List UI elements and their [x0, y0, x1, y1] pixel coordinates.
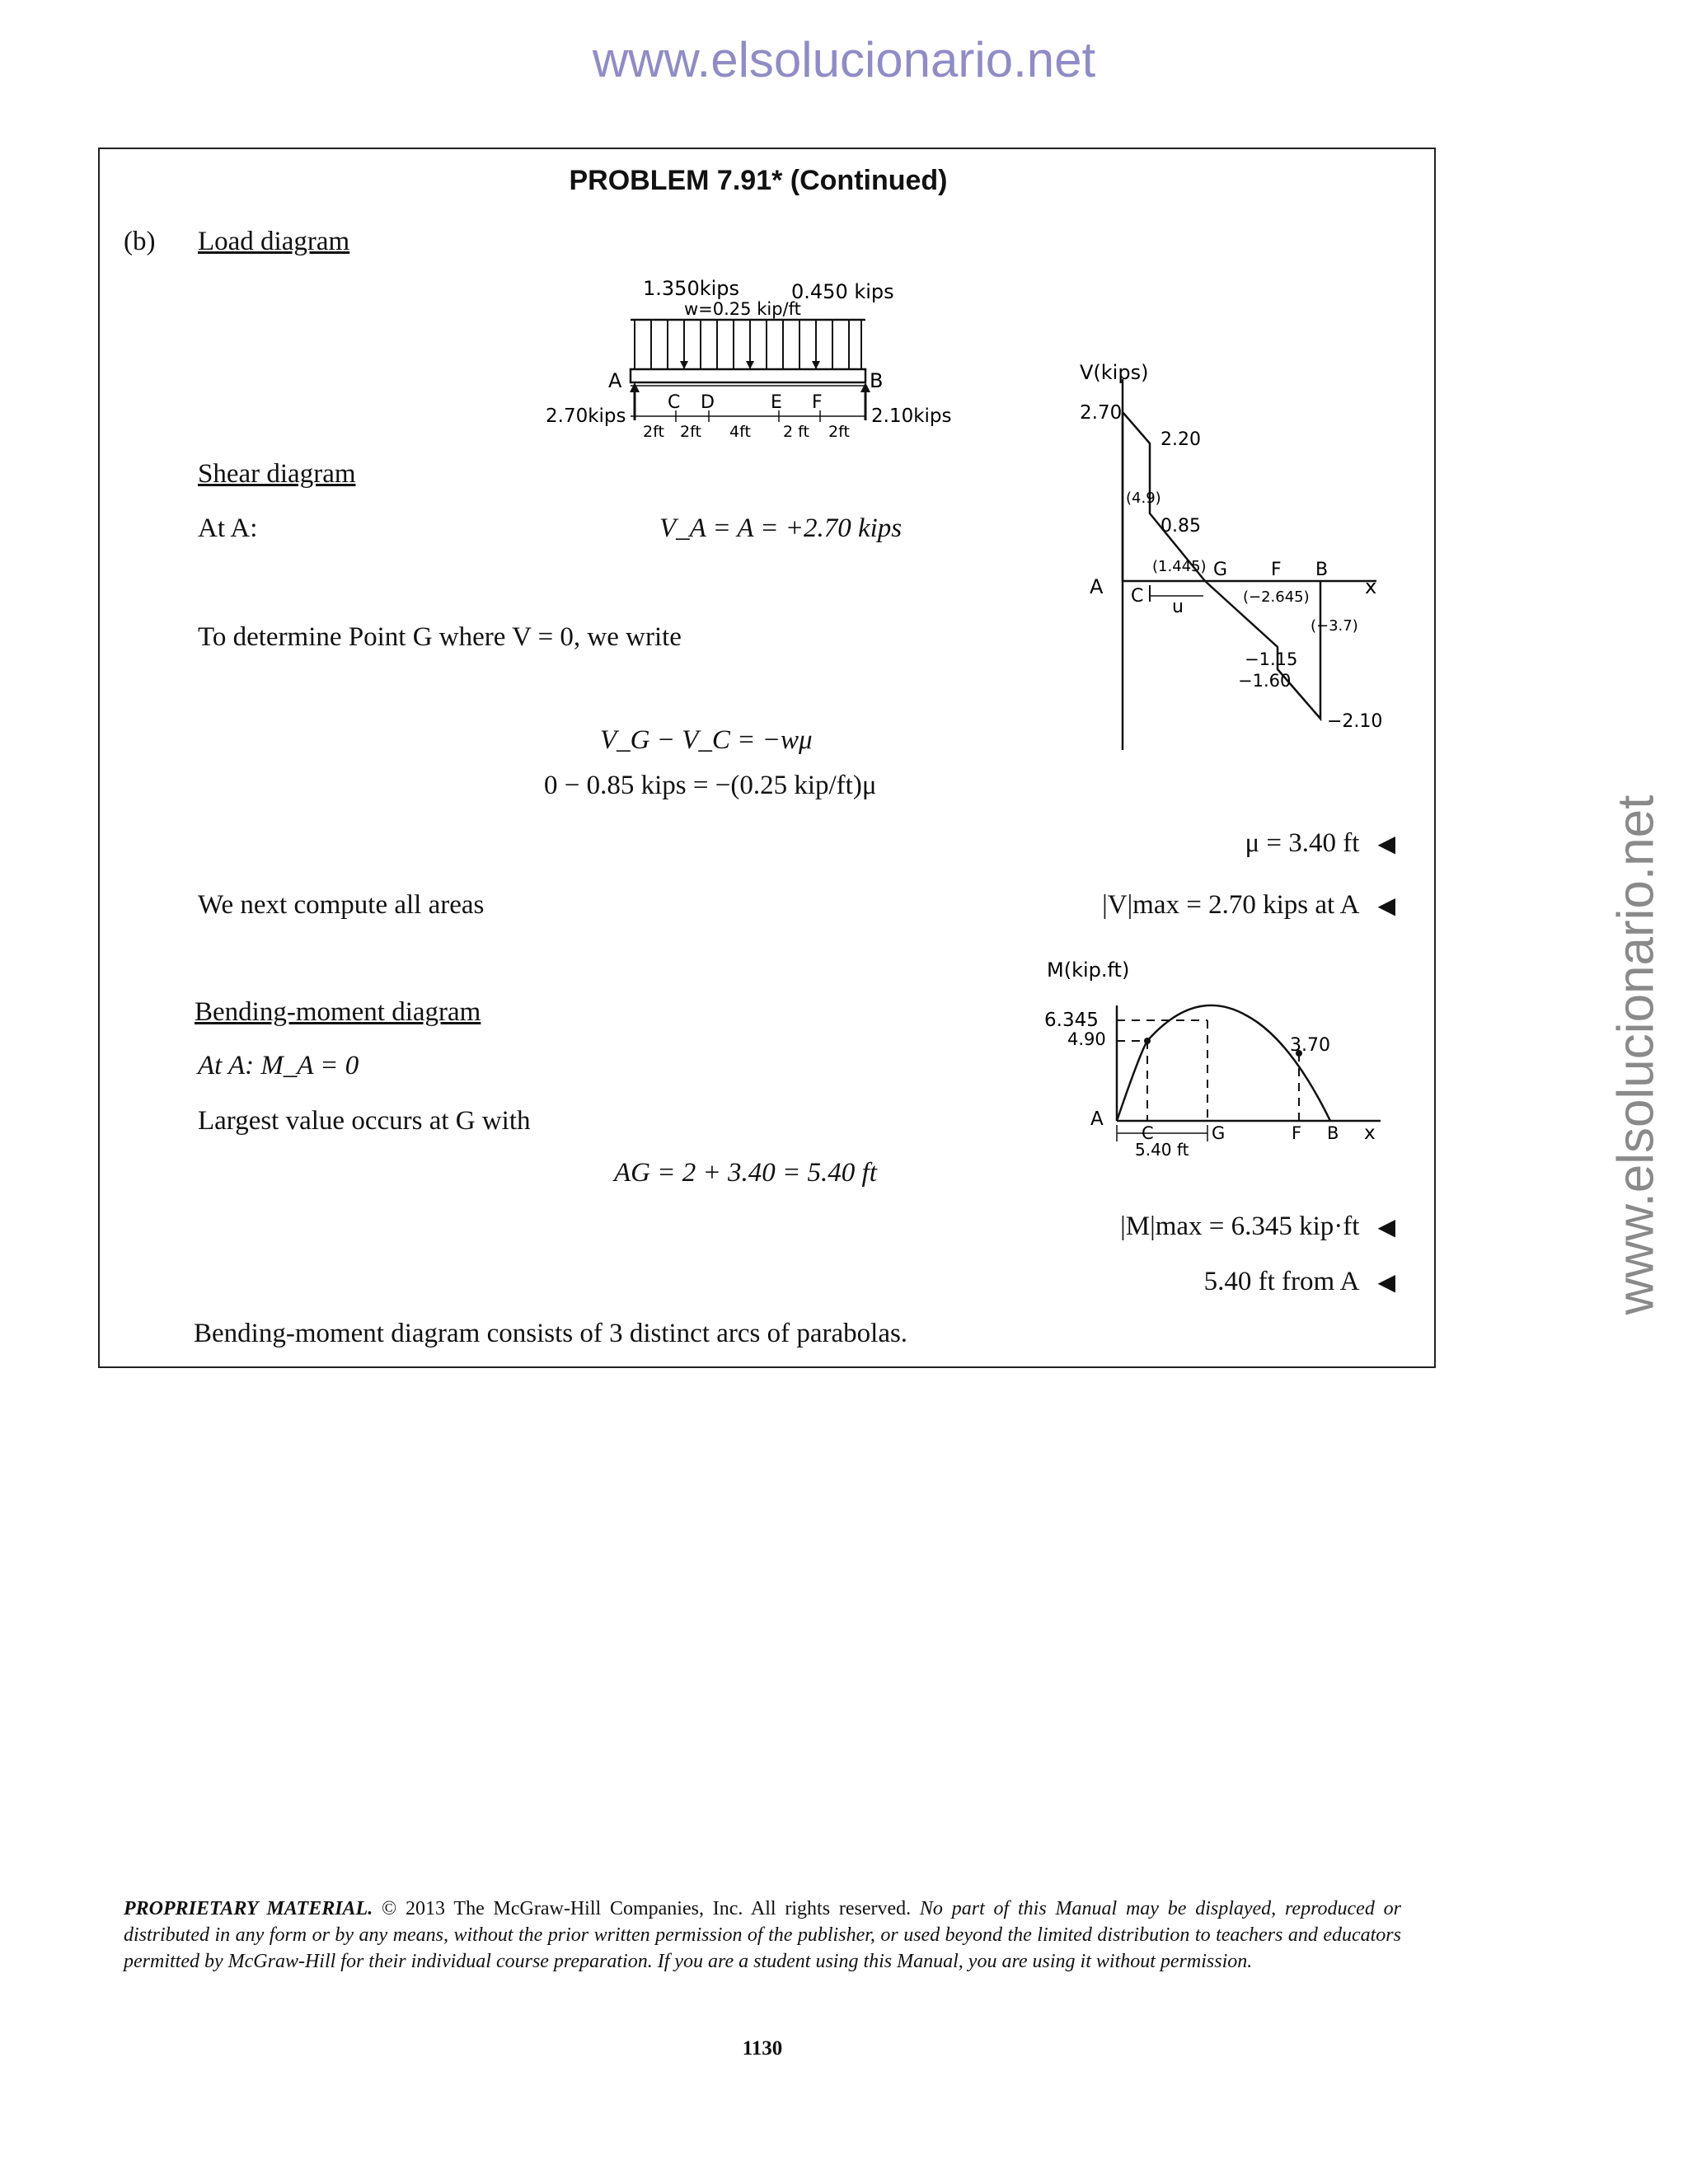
moment-axis-label: M(kip.ft)	[1047, 958, 1130, 982]
shear-diagram	[1080, 363, 1409, 758]
shear-area-2: (1.445)	[1152, 558, 1207, 575]
shear-point-f: F	[1271, 560, 1282, 580]
shear-area-4: (−3.7)	[1311, 617, 1358, 635]
result-marker-icon: ◀	[1377, 1270, 1395, 1296]
shear-area-1: (4.9)	[1126, 490, 1161, 507]
shear-axis-label: V(kips)	[1080, 363, 1149, 384]
equation-1: V_G − V_C = −wμ	[600, 725, 813, 755]
shear-value-2-20: 2.20	[1160, 429, 1201, 450]
mmax-result	[1120, 1212, 1395, 1242]
moment-distance-label: 5.40 ft	[1135, 1140, 1189, 1160]
dim-label-2: 2ft	[680, 423, 701, 441]
page-number: 1130	[742, 2037, 783, 2060]
vmax-result-text: |V|max = 2.70 kips at A	[1102, 890, 1360, 920]
at-a-label: At A:	[198, 513, 258, 543]
watermark-side: www.elsolucionario.net	[1607, 794, 1665, 1315]
moment-value-4-90: 4.90	[1067, 1029, 1106, 1049]
load-diagram	[544, 272, 973, 445]
dim-label-1: 2ft	[643, 423, 664, 441]
shear-point-c: C	[1131, 586, 1144, 607]
dim-label-3: 4ft	[729, 423, 751, 441]
problem-title: PROBLEM 7.91* (Continued)	[569, 165, 948, 196]
load-point-f: F	[812, 392, 823, 413]
moment-value-6-345: 6.345	[1044, 1010, 1099, 1031]
result-marker-icon: ◀	[1377, 832, 1395, 857]
reaction-b-label: 2.10kips	[871, 405, 952, 427]
moment-heading: Bending-moment diagram	[195, 997, 481, 1027]
footer-copyright: © 2013 The McGraw-Hill Companies, Inc. All rights reserved.	[373, 1898, 920, 1919]
shear-point-a: A	[1090, 575, 1104, 598]
load-point-a: A	[608, 369, 622, 392]
moment-point-b: B	[1327, 1123, 1339, 1143]
vmax-result	[1102, 890, 1395, 921]
load-point-c: C	[668, 392, 681, 413]
compute-areas-text: We next compute all areas	[198, 890, 485, 920]
load-point-d: D	[701, 392, 715, 413]
largest-value-text: Largest value occurs at G with	[198, 1106, 531, 1136]
shear-x-label: x	[1365, 575, 1377, 598]
result-marker-icon: ◀	[1377, 893, 1395, 919]
load-left-label: 1.350kips	[643, 277, 740, 300]
shear-value-neg-1-15: −1.15	[1245, 649, 1298, 669]
moment-point-g: G	[1212, 1123, 1226, 1143]
mu-result	[1245, 828, 1395, 859]
reaction-a-label: 2.70kips	[546, 405, 626, 427]
shear-value-neg-1-60: −1.60	[1238, 671, 1292, 691]
moment-diagram	[1043, 956, 1405, 1174]
mmax-location	[1204, 1267, 1395, 1297]
shear-mu-label: u	[1172, 597, 1184, 617]
shear-heading: Shear diagram	[198, 459, 356, 489]
moment-point-a: A	[1090, 1108, 1104, 1130]
load-point-b: B	[870, 369, 884, 392]
load-point-e: E	[771, 392, 782, 413]
ma-line: At A: M_A = 0	[198, 1051, 359, 1080]
footer-notice-text: No part of this Manual may be displayed, reproduced or distributed in any form or by any means, without the prior written permission of the publisher, or used beyond the limited distribution to teachers and educators permitted by McGraw-Hill for their individual course preparation. If you are a student using this Manual, you are using it without permission.	[124, 1898, 1401, 1972]
footer-notice	[124, 1896, 1401, 1975]
mu-result-text: μ = 3.40 ft	[1245, 828, 1360, 858]
moment-value-3-70: 3.70	[1290, 1035, 1330, 1056]
dim-label-4: 2 ft	[783, 423, 809, 441]
shear-area-3: (−2.645)	[1243, 588, 1310, 606]
moment-point-c: C	[1142, 1123, 1154, 1143]
shear-value-neg-2-10: −2.10	[1327, 711, 1383, 732]
mmax-location-text: 5.40 ft from A	[1203, 1267, 1360, 1296]
va-equation: V_A = A = +2.70 kips	[659, 513, 903, 543]
result-marker-icon: ◀	[1377, 1215, 1395, 1240]
part-label: (b)	[124, 227, 156, 256]
shear-point-g: G	[1213, 560, 1228, 580]
moment-point-f: F	[1292, 1123, 1302, 1143]
load-heading: Load diagram	[198, 227, 350, 256]
determine-g-text: To determine Point G where V = 0, we write	[198, 622, 682, 652]
conclusion-text: Bending-moment diagram consists of 3 distinct arcs of parabolas.	[194, 1319, 908, 1348]
shear-value-2-70: 2.70	[1080, 402, 1123, 424]
equation-2: 0 − 0.85 kips = −(0.25 kip/ft)μ	[544, 771, 877, 800]
load-w-label: w=0.25 kip/ft	[684, 299, 801, 319]
moment-x-label: x	[1364, 1122, 1376, 1144]
watermark-top: www.elsolucionario.net	[592, 32, 1096, 87]
ag-equation: AG = 2 + 3.40 = 5.40 ft	[614, 1158, 877, 1188]
shear-value-0-85: 0.85	[1160, 516, 1201, 537]
mmax-result-text: |M|max = 6.345 kip·ft	[1120, 1212, 1360, 1241]
load-right-label: 0.450 kips	[791, 280, 894, 303]
shear-point-b: B	[1315, 560, 1329, 580]
footer-lead: PROPRIETARY MATERIAL.	[124, 1898, 373, 1919]
dim-label-5: 2ft	[828, 423, 850, 441]
